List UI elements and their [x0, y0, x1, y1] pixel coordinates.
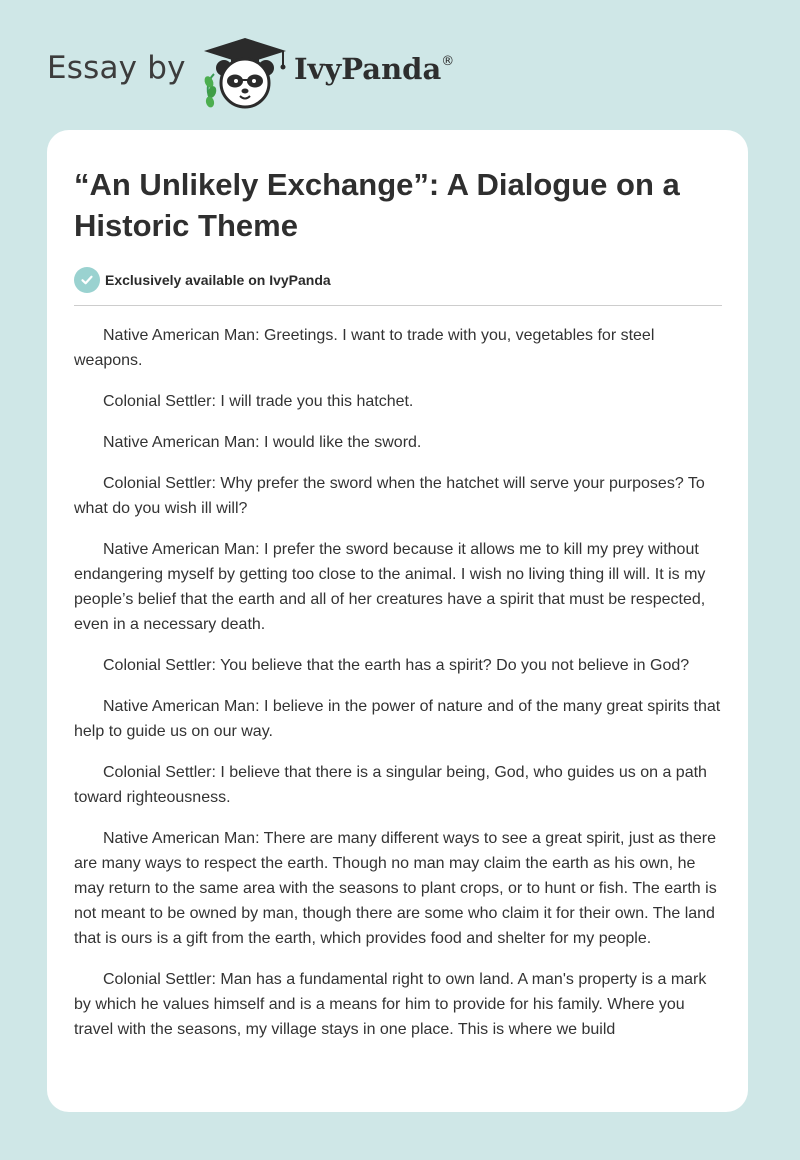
paragraph: Colonial Settler: I believe that there is a singular being, God, who guides us on a path toward righteousness.	[74, 764, 707, 806]
paragraph: Colonial Settler: Why prefer the sword when the hatchet will serve your purposes? To what do you wish ill will?	[74, 475, 705, 517]
paragraph: Colonial Settler: Man has a fundamental right to own land. A man's property is a mark by which he values himself and is a means for him to provide for his family. Where you travel with the seasons, my village stays in one place. This is where we build	[74, 971, 707, 1038]
exclusive-badge	[74, 267, 722, 293]
divider	[74, 305, 722, 306]
paragraph: Native American Man: There are many different ways to see a great spirit, just as there are many ways to respect the earth. Though no man may claim the earth as his own, he may return to the same area with the seasons to plant crops, or to hunt or fish. The earth is not meant to be owned by man, though there are some who claim it for their own. The land that is ours is a gift from the earth, which provides food and shelter for my people.	[74, 830, 717, 947]
brand-header	[47, 30, 507, 110]
paragraph: Colonial Settler: You believe that the earth has a spirit? Do you not believe in God?	[103, 657, 690, 674]
paragraph: Native American Man: I believe in the power of nature and of the many great spirits that help to guide us on our way.	[74, 698, 721, 740]
paragraph: Colonial Settler: I will trade you this hatchet.	[103, 393, 414, 410]
exclusive-label: Exclusively available on IvyPanda	[105, 272, 331, 288]
paragraph: Native American Man: I prefer the sword because it allows me to kill my prey without endangering myself by getting too close to the animal. I wish no living thing ill will. It is my people’s belief that the earth and all of her creatures have a spirit that must be respected, even in a necessary death.	[74, 541, 706, 633]
paragraph: Native American Man: Greetings. I want to trade with you, vegetables for steel weapons.	[74, 327, 655, 369]
brand-name: IvyPanda®	[294, 52, 455, 86]
essay-card	[47, 130, 748, 1112]
brand-prefix: Essay by	[47, 50, 186, 86]
essay-body	[74, 323, 722, 1042]
check-icon	[74, 267, 100, 293]
panda-logo-icon[interactable]	[200, 36, 290, 110]
registered-mark: ®	[441, 54, 455, 69]
paragraph: Native American Man: I would like the sword.	[103, 434, 422, 451]
essay-title: “An Unlikely Exchange”: A Dialogue on a Historic Theme	[74, 167, 680, 243]
